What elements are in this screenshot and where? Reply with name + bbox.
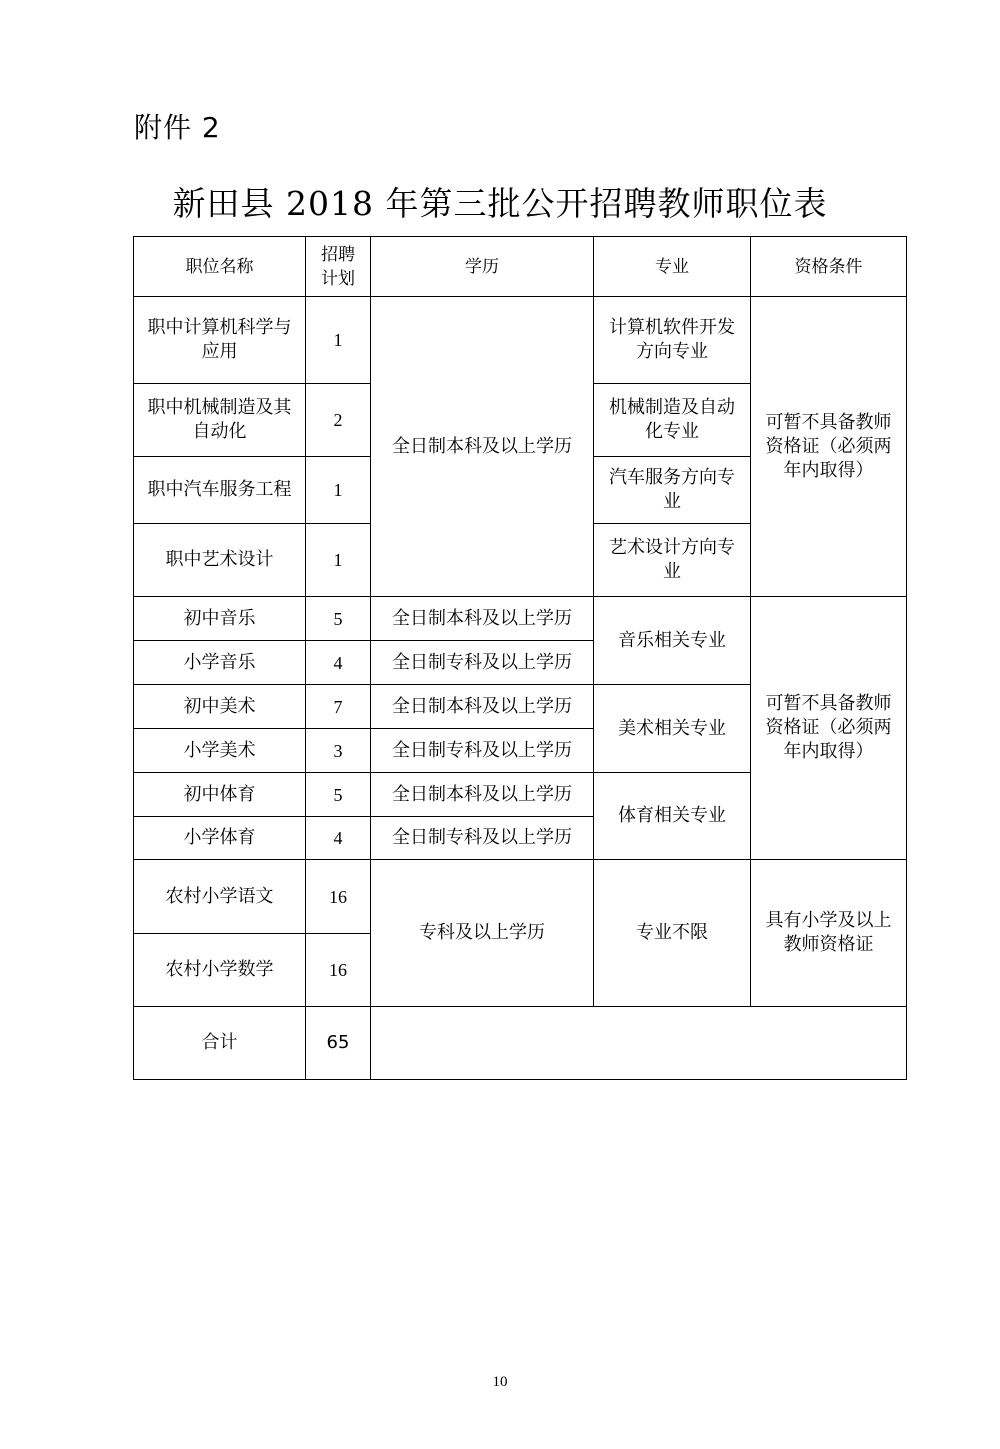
education-cell: 全日制专科及以上学历: [371, 729, 594, 773]
header-major: 专业: [594, 237, 751, 297]
education-cell: 全日制本科及以上学历: [371, 685, 594, 729]
major-cell: 艺术设计方向专业: [594, 524, 751, 597]
position-cell: 初中体育: [134, 773, 306, 817]
header-position: 职位名称: [134, 237, 306, 297]
header-row: [134, 237, 907, 297]
plan-cell: 5: [306, 773, 371, 817]
page-title: 新田县 2018 年第三批公开招聘教师职位表: [172, 184, 828, 223]
plan-cell: 4: [306, 817, 371, 860]
plan-cell: 1: [306, 297, 371, 384]
major-cell: 体育相关专业: [594, 773, 751, 860]
total-row: [134, 1007, 907, 1080]
position-cell: 农村小学数学: [134, 934, 306, 1007]
plan-cell: 1: [306, 457, 371, 524]
position-cell: 职中汽车服务工程: [134, 457, 306, 524]
qualification-cell: 可暂不具备教师资格证（必须两年内取得）: [751, 297, 907, 597]
position-cell: 小学音乐: [134, 641, 306, 685]
education-cell: 专科及以上学历: [371, 860, 594, 1007]
attachment-label: 附件 2: [134, 111, 221, 144]
plan-cell: 16: [306, 860, 371, 934]
major-cell: 音乐相关专业: [594, 597, 751, 685]
position-cell: 职中艺术设计: [134, 524, 306, 597]
qualification-cell: 具有小学及以上教师资格证: [751, 860, 907, 1007]
plan-cell: 5: [306, 597, 371, 641]
plan-cell: 1: [306, 524, 371, 597]
header-education: 学历: [371, 237, 594, 297]
education-cell: 全日制本科及以上学历: [371, 297, 594, 597]
total-value: 65: [306, 1007, 371, 1080]
position-cell: 小学美术: [134, 729, 306, 773]
plan-cell: 4: [306, 641, 371, 685]
total-label: 合计: [134, 1007, 306, 1080]
major-cell: 美术相关专业: [594, 685, 751, 773]
plan-cell: 3: [306, 729, 371, 773]
position-cell: 职中机械制造及其自动化: [134, 384, 306, 457]
table-row: [134, 297, 907, 384]
total-blank-cell: [371, 1007, 907, 1080]
positions-table: [133, 236, 907, 1080]
education-cell: 全日制本科及以上学历: [371, 597, 594, 641]
page-number: 10: [492, 1374, 508, 1390]
major-cell: 计算机软件开发方向专业: [594, 297, 751, 384]
education-cell: 全日制本科及以上学历: [371, 773, 594, 817]
major-cell: 机械制造及自动化专业: [594, 384, 751, 457]
major-cell: 汽车服务方向专业: [594, 457, 751, 524]
major-cell: 专业不限: [594, 860, 751, 1007]
qualification-cell: 可暂不具备教师资格证（必须两年内取得）: [751, 597, 907, 860]
header-qualification: 资格条件: [751, 237, 907, 297]
position-cell: 农村小学语文: [134, 860, 306, 934]
table-row: [134, 860, 907, 934]
plan-cell: 7: [306, 685, 371, 729]
table-row: [134, 597, 907, 641]
position-cell: 职中计算机科学与应用: [134, 297, 306, 384]
header-plan: 招聘计划: [306, 237, 371, 297]
position-cell: 小学体育: [134, 817, 306, 860]
plan-cell: 16: [306, 934, 371, 1007]
education-cell: 全日制专科及以上学历: [371, 641, 594, 685]
education-cell: 全日制专科及以上学历: [371, 817, 594, 860]
position-cell: 初中音乐: [134, 597, 306, 641]
position-cell: 初中美术: [134, 685, 306, 729]
plan-cell: 2: [306, 384, 371, 457]
